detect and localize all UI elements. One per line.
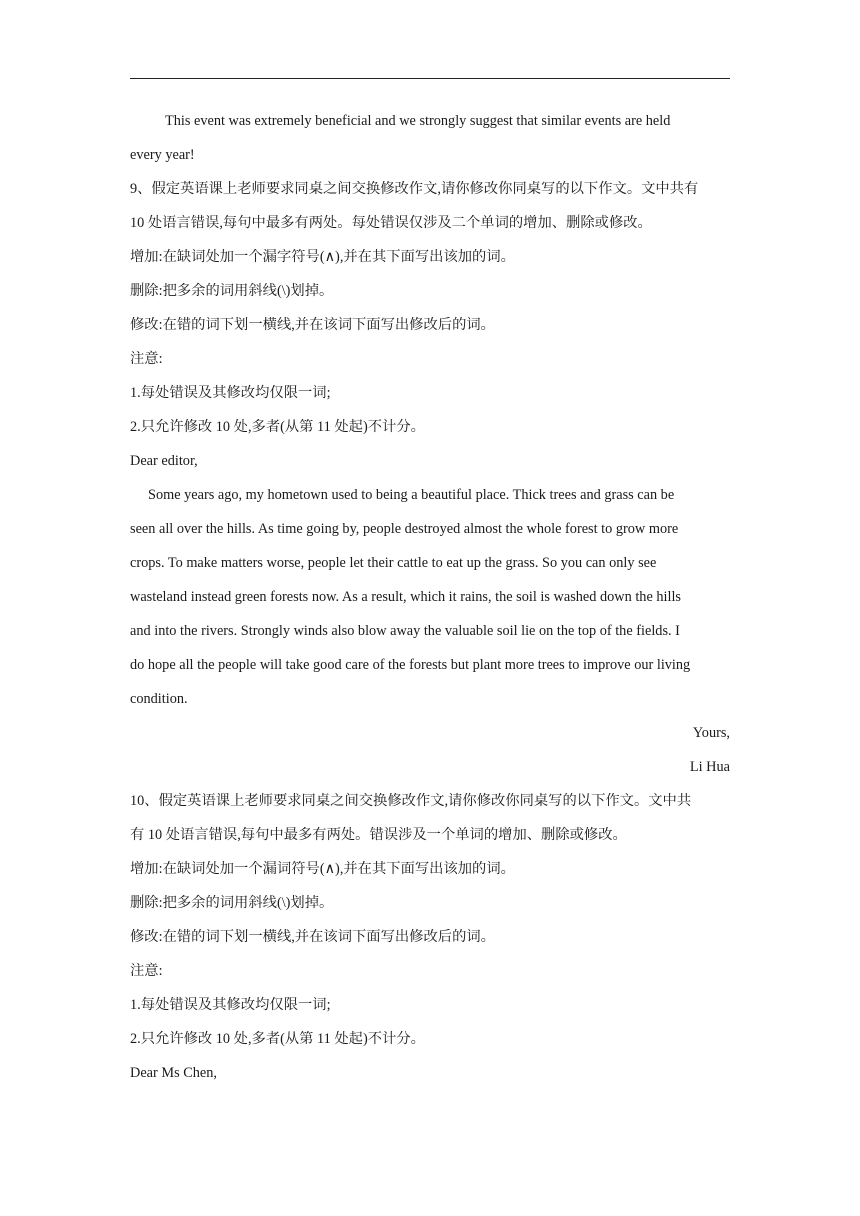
text-line: Some years ago, my hometown used to being a beautiful place. Thick trees and grass can be (148, 487, 675, 503)
text-line: This event was extremely beneficial and we strongly suggest that similar events are held (165, 113, 671, 129)
text-line: crops. To make matters worse, people let their cattle to eat up the grass. So you can only see (130, 555, 657, 571)
text-line: and into the rivers. Strongly winds also blow away the valuable soil lie on the top of the fields. I (130, 623, 680, 639)
text-line: every year! (130, 147, 195, 163)
text-line: 有 10 处语言错误,每句中最多有两处。错误涉及一个单词的增加、删除或修改。 (130, 827, 627, 843)
header-rule (130, 78, 730, 79)
document-body (130, 104, 730, 1090)
text-line: 删除:把多余的词用斜线(\)划掉。 (130, 895, 334, 911)
text-line: Yours, (692, 725, 730, 741)
text-line: 10、假定英语课上老师要求同桌之间交换修改作文,请你修改你同桌写的以下作文。文中共 (130, 793, 692, 809)
text-line: 10 处语言错误,每句中最多有两处。每处错误仅涉及二个单词的增加、删除或修改。 (130, 215, 652, 231)
text-line: seen all over the hills. As time going by, people destroyed almost the whole forest to grow more (130, 521, 679, 537)
text-line: 2.只允许修改 10 处,多者(从第 11 处起)不计分。 (130, 419, 425, 435)
text-line: Dear editor, (130, 453, 198, 469)
text-line: 1.每处错误及其修改均仅限一词; (130, 997, 331, 1013)
text-line: 9、假定英语课上老师要求同桌之间交换修改作文,请你修改你同桌写的以下作文。文中共有 (130, 181, 699, 197)
text-line: Li Hua (689, 759, 730, 775)
text-line: 2.只允许修改 10 处,多者(从第 11 处起)不计分。 (130, 1031, 425, 1047)
text-line: 注意: (130, 963, 163, 979)
text-line: 修改:在错的词下划一横线,并在该词下面写出修改后的词。 (130, 317, 495, 333)
text-line: 删除:把多余的词用斜线(\)划掉。 (130, 283, 334, 299)
text-line: 修改:在错的词下划一横线,并在该词下面写出修改后的词。 (130, 929, 495, 945)
text-line: 1.每处错误及其修改均仅限一词; (130, 385, 331, 401)
text-line: condition. (130, 691, 188, 707)
text-line: do hope all the people will take good care of the forests but plant more trees to improve our living (130, 657, 691, 673)
text-line: wasteland instead green forests now. As a result, which it rains, the soil is washed down the hills (130, 589, 681, 605)
text-line: 增加:在缺词处加一个漏词符号(∧),并在其下面写出该加的词。 (130, 861, 515, 877)
text-line: 增加:在缺词处加一个漏字符号(∧),并在其下面写出该加的词。 (130, 249, 515, 265)
text-line: Dear Ms Chen, (130, 1065, 217, 1081)
text-line: 注意: (130, 351, 163, 367)
